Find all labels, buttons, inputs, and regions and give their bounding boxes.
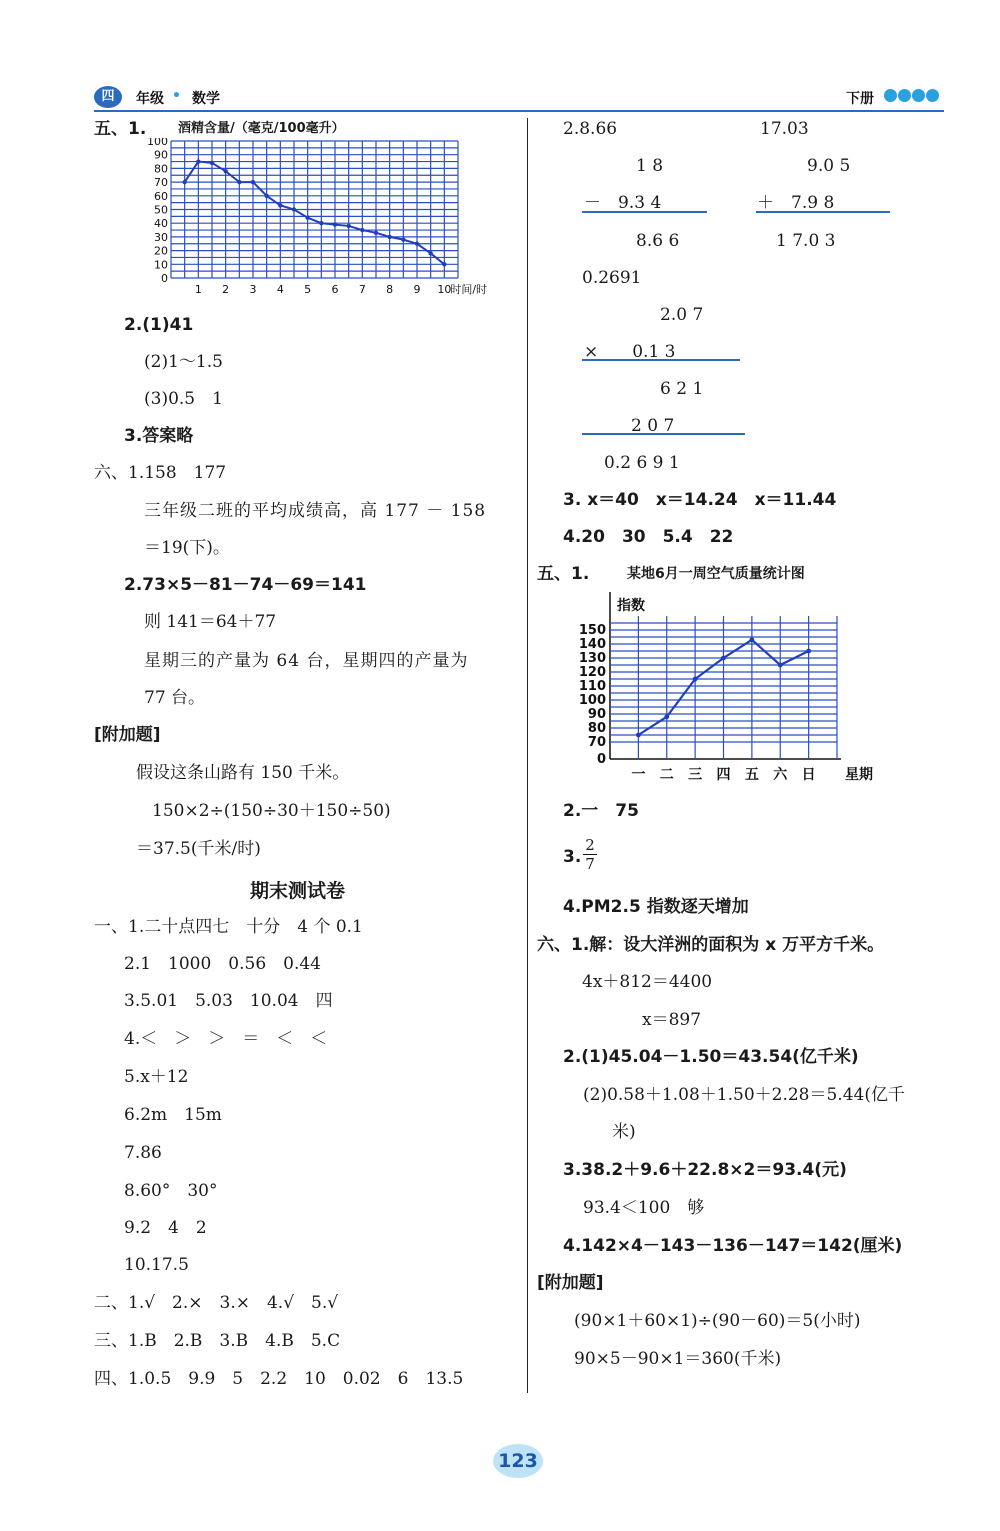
sub-rule xyxy=(582,211,707,213)
sub-top: 1 8 xyxy=(636,156,664,176)
answer-6-1: 六、1.158 177 xyxy=(94,463,227,483)
extra-label-left: [附加题] xyxy=(94,725,161,745)
mul-rule-2 xyxy=(582,433,745,435)
exam-1-4: 4.＜ ＞ ＞ ＝ ＜ ＜ xyxy=(124,1029,328,1049)
y-axis-label: 指数 xyxy=(617,598,645,614)
answer-r6-3: 3.38.2＋9.6＋22.8×2＝93.4(元) xyxy=(563,1160,847,1180)
y-tick-label: 100 xyxy=(147,138,168,148)
answer-5-2c: (3)0.5 1 xyxy=(144,389,223,409)
answer-r5-3: 3. xyxy=(563,847,582,867)
y-tick-label: 110 xyxy=(578,679,606,694)
y-tick-label: 70 xyxy=(587,735,606,750)
chart2-title: 某地6月一周空气质量统计图 xyxy=(627,566,805,582)
data-point xyxy=(333,222,337,226)
subject-label: 数学 xyxy=(192,91,220,107)
data-point xyxy=(210,161,214,165)
mul-top: 2.0 7 xyxy=(660,305,704,325)
alcohol-content-chart xyxy=(140,138,520,300)
answer-r6-3b: 93.4＜100 够 xyxy=(583,1198,705,1218)
y-tick-label: 30 xyxy=(154,230,168,244)
header-decoration xyxy=(884,89,939,102)
column-divider xyxy=(527,118,528,1393)
grade-badge: 四 xyxy=(94,86,122,108)
answer-r5-4: 4.PM2.5 指数逐天增加 xyxy=(563,897,749,917)
x-tick-label: 9 xyxy=(413,283,421,296)
header-rule xyxy=(94,110,944,112)
exam-3: 三、1.B 2.B 3.B 4.B 5.C xyxy=(94,1331,341,1351)
answer-r6-1: 六、1.解：设大洋洲的面积为 x 万平方千米。 xyxy=(537,935,885,955)
answer-r5-2: 2.一 75 xyxy=(563,801,639,821)
answer-r6-2: 2.(1)45.04－1.50＝43.54(亿千米) xyxy=(563,1047,859,1067)
exam-title: 期末测试卷 xyxy=(250,880,346,902)
data-point xyxy=(636,733,641,738)
y-tick-label: 130 xyxy=(578,651,606,666)
x-tick-label: 3 xyxy=(249,283,257,296)
answer-6-1c: ＝19(下)。 xyxy=(144,538,230,558)
y-tick-label: 60 xyxy=(154,189,168,203)
exam-1-7: 7.86 xyxy=(124,1143,162,1163)
exam-1-1: 一、1.二十点四七 十分 4 个 0.1 xyxy=(94,917,363,937)
x-tick-label: 6 xyxy=(331,283,339,296)
answer-6-2b: 则 141＝64＋77 xyxy=(144,612,277,632)
x-tick-label: 1 xyxy=(194,283,202,296)
x-axis-label: 时间/时 xyxy=(450,283,488,296)
x-tick-label: 三 xyxy=(688,767,703,783)
data-point xyxy=(360,228,364,232)
x-tick-label: 二 xyxy=(659,767,674,783)
answer-5-2b: (2)1～1.5 xyxy=(144,352,223,372)
extra-left-2: 150×2÷(150÷30＋150÷50) xyxy=(152,801,391,821)
data-point xyxy=(346,224,350,228)
data-point xyxy=(251,180,255,184)
data-point xyxy=(387,235,391,239)
y-tick-label: 80 xyxy=(587,721,606,736)
section5-label-right: 五、1. xyxy=(537,564,590,584)
sub-result: 8.6 6 xyxy=(636,231,680,251)
exam-1-3: 3.5.01 5.03 10.04 四 xyxy=(124,991,333,1011)
answer-r3: 3. x＝40 x＝14.24 x＝11.44 xyxy=(563,490,837,510)
data-point xyxy=(415,242,419,246)
answer-6-2d: 77 台。 xyxy=(144,688,206,708)
dot-separator: • xyxy=(172,88,181,104)
y-tick-label: 40 xyxy=(154,217,168,231)
mul-partial-1: 6 2 1 xyxy=(660,379,704,399)
x-tick-label: 五 xyxy=(744,767,759,783)
y-tick-label: 140 xyxy=(578,637,606,652)
section5-label: 五、1. xyxy=(94,119,147,139)
answer-r2b: 17.03 xyxy=(760,119,809,139)
add-top: 9.0 5 xyxy=(807,156,851,176)
x-tick-label: 四 xyxy=(716,767,731,783)
exam-1-8: 8.60° 30° xyxy=(124,1181,218,1201)
answer-r4: 4.20 30 5.4 22 xyxy=(563,527,734,547)
answer-r6-1c: x＝897 xyxy=(642,1010,702,1030)
mul-result: 0.2 6 9 1 xyxy=(604,453,680,473)
answer-r2: 2.8.66 xyxy=(563,119,618,139)
x-tick-label: 7 xyxy=(358,283,366,296)
y-tick-label: 0 xyxy=(596,752,606,767)
data-point xyxy=(374,231,378,235)
answer-6-2: 2.73×5－81－74－69＝141 xyxy=(124,575,367,595)
data-point xyxy=(442,262,446,266)
data-point xyxy=(693,677,698,682)
mul-partial-2: 2 0 7 xyxy=(631,416,675,436)
x-tick-label: 8 xyxy=(386,283,394,296)
extra-left-3: ＝37.5(千米/时) xyxy=(136,839,261,859)
x-tick-label: 10 xyxy=(437,283,452,296)
fraction-numerator: 2 xyxy=(585,836,595,854)
y-tick-label: 80 xyxy=(154,162,168,176)
data-point xyxy=(401,237,405,241)
answer-r6-2b: (2)0.58＋1.08＋1.50＋2.28＝5.44(亿千 xyxy=(583,1085,905,1105)
y-tick-label: 50 xyxy=(154,203,168,217)
exam-1-9: 9.2 4 2 xyxy=(124,1218,207,1238)
data-point xyxy=(806,649,811,654)
fraction-two-sevenths xyxy=(583,836,597,873)
answer-6-1b: 三年级二班的平均成绩高，高 177 － 158 xyxy=(144,501,487,521)
extra-label-right: [附加题] xyxy=(537,1273,604,1293)
extra-right-1: (90×1＋60×1)÷(90－60)＝5(小时) xyxy=(574,1311,861,1331)
x-axis-label: 星期 xyxy=(845,767,873,783)
page-number: 123 xyxy=(493,1444,543,1478)
add-result: 1 7.0 3 xyxy=(776,231,836,251)
data-point xyxy=(749,637,754,642)
y-tick-label: 0 xyxy=(161,272,168,285)
data-point xyxy=(292,207,296,211)
x-tick-label: 一 xyxy=(631,767,646,783)
y-tick-label: 120 xyxy=(578,665,606,680)
extra-left-1: 假设这条山路有 150 千米。 xyxy=(136,763,350,783)
exam-1-2: 2.1 1000 0.56 0.44 xyxy=(124,954,322,974)
exam-1-6: 6.2m 15m xyxy=(124,1105,222,1125)
exam-2: 二、1.√ 2.× 3.× 4.√ 5.√ xyxy=(94,1293,339,1313)
x-tick-label: 5 xyxy=(304,283,312,296)
data-point xyxy=(428,251,432,255)
extra-right-2: 90×5－90×1＝360(千米) xyxy=(574,1349,782,1369)
volume-label: 下册 xyxy=(846,91,874,107)
data-point xyxy=(664,714,669,719)
exam-1-5: 5.x＋12 xyxy=(124,1067,189,1087)
y-tick-label: 150 xyxy=(578,623,606,638)
add-rule xyxy=(756,211,890,213)
data-point xyxy=(319,221,323,225)
grade-label: 年级 xyxy=(136,91,164,107)
add-operand: ＋ 7.9 8 xyxy=(757,193,835,213)
data-point xyxy=(196,159,200,163)
data-point xyxy=(721,656,726,661)
y-tick-label: 20 xyxy=(154,244,168,258)
data-point xyxy=(223,169,227,173)
y-tick-label: 10 xyxy=(154,258,168,272)
x-tick-label: 六 xyxy=(773,767,788,783)
data-point xyxy=(237,180,241,184)
data-point xyxy=(264,194,268,198)
exam-4: 四、1.0.5 9.9 5 2.2 10 0.02 6 13.5 xyxy=(94,1369,464,1389)
data-point xyxy=(305,216,309,220)
mul-operand: × 0.1 3 xyxy=(584,342,676,362)
chart1-title: 酒精含量/（毫克/100毫升） xyxy=(178,121,345,136)
x-tick-label: 日 xyxy=(801,767,816,783)
data-point xyxy=(182,180,186,184)
sub-operand: － 9.3 4 xyxy=(584,193,662,213)
answer-r6-2c: 米) xyxy=(612,1122,636,1142)
fraction-denominator: 7 xyxy=(585,855,595,873)
data-point xyxy=(278,203,282,207)
series-line xyxy=(185,162,445,265)
mul-rule-1 xyxy=(582,359,740,361)
x-tick-label: 4 xyxy=(276,283,284,296)
y-tick-label: 70 xyxy=(154,176,168,190)
answer-6-2c: 星期三的产量为 64 台，星期四的产量为 xyxy=(144,651,469,671)
data-point xyxy=(778,663,783,668)
x-tick-label: 2 xyxy=(222,283,230,296)
answer-r6-1b: 4x＋812＝4400 xyxy=(582,972,713,992)
product-answer: 0.2691 xyxy=(582,268,642,288)
answer-5-2: 2.(1)41 xyxy=(124,315,194,335)
y-tick-label: 90 xyxy=(587,707,606,722)
y-tick-label: 100 xyxy=(578,693,606,708)
air-quality-chart xyxy=(570,584,890,784)
answer-5-3: 3.答案略 xyxy=(124,426,194,446)
answer-r6-4: 4.142×4－143－136－147＝142(厘米) xyxy=(563,1236,903,1256)
exam-1-10: 10.17.5 xyxy=(124,1255,189,1275)
y-tick-label: 90 xyxy=(154,148,168,162)
